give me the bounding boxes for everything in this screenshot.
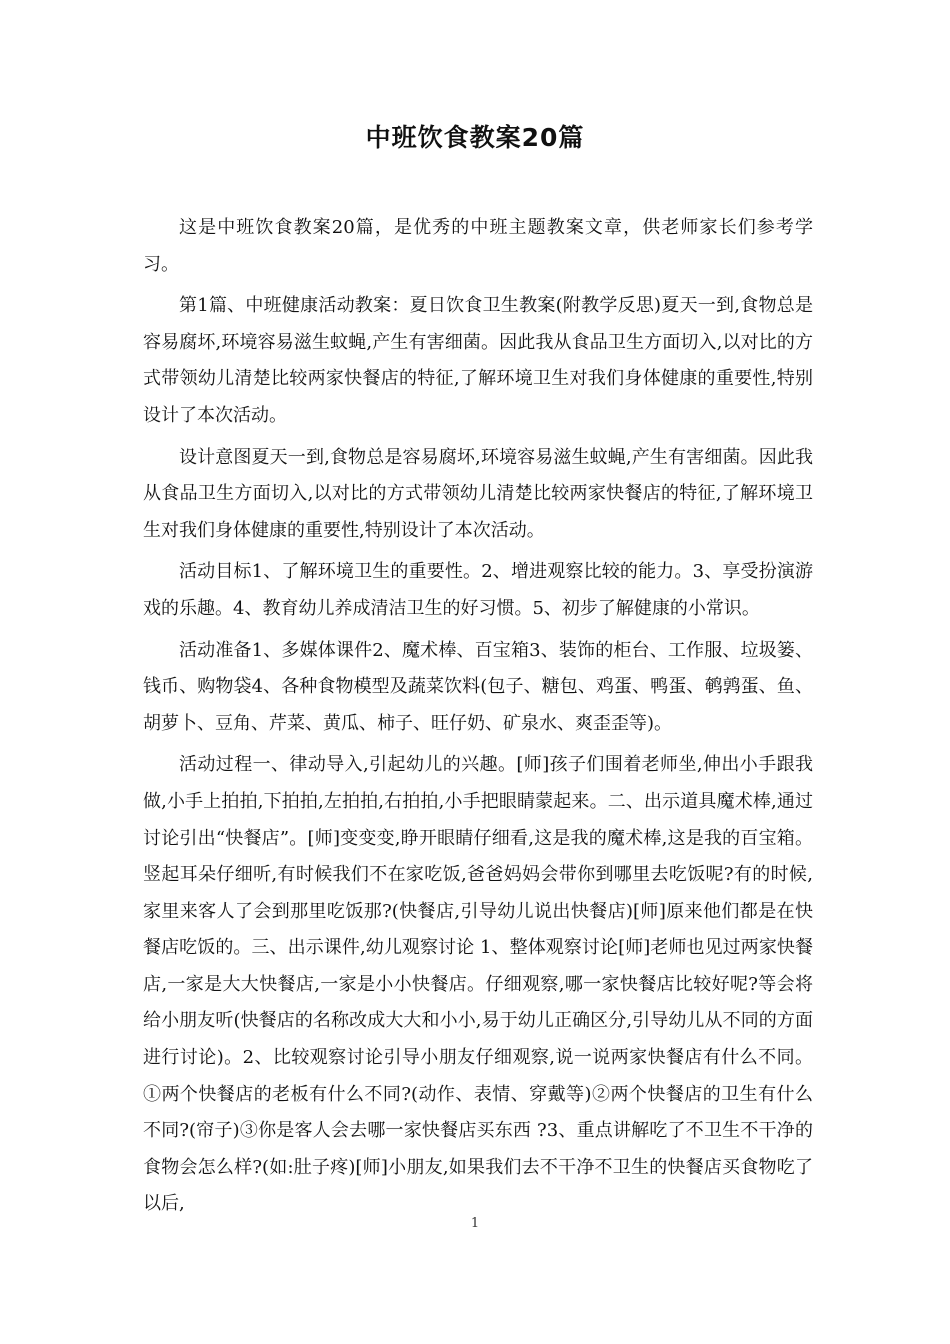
paragraph-article-1: 第1篇、中班健康活动教案：夏日饮食卫生教案(附教学反思)夏天一到,食物总是容易腐坏,环境容易滋生蚊蝇,产生有害细菌。因此我从食品卫生方面切入,以对比的方式带领幼儿清楚比较两家快餐店的特征,了解环境卫生对我们身体健康的重要性,特别设计了本次活动。 — [143, 295, 813, 426]
document-title: 中班饮食教案20篇 — [365, 123, 585, 152]
paragraph-activity-process: 活动过程一、律动导入,引起幼儿的兴趣。[师]孩子们围着老师坐,伸出小手跟我做,小手上拍拍,下拍拍,左拍拍,右拍拍,小手把眼睛蒙起来。二、出示道具魔术棒,通过讨论引出“快餐店”。[师]变变变,睁开眼睛仔细看,这是我的魔术棒,这是我的百宝箱。竖起耳朵仔细听,有时候我们不在家吃饭,爸爸妈妈会带你到哪里去吃饭呢?有的时候,家里来客人了会到那里吃饭那?(快餐店,引导幼儿说出快餐店)[师]原来他们都是在快餐店吃饭的。三、出示课件,幼儿观察讨论 1、整体观察讨论[师]老师也见过两家快餐店,一家是大大快餐店,一家是小小快餐店。仔细观察,哪一家快餐店比较好呢?等会将给小朋友听(快餐店的名称改成大大和小小,易于幼儿正确区分,引导幼儿从不同的方面进行讨论)。2、比较观察讨论引导小朋友仔细观察,说一说两家快餐店有什么不同。①两个快餐店的老板有什么不同?(动作、表情、穿戴等)②两个快餐店的卫生有什么不同?(帘子)③你是客人会去哪一家快餐店买东西 ?3、重点讲解吃了不卫生不干净的食物会怎么样?(如:肚子疼)[师]小朋友,如果我们去不干净不卫生的快餐店买食物吃了以后, — [143, 754, 813, 1215]
paragraph-activity-preparation: 活动准备1、多媒体课件2、魔术棒、百宝箱3、装饰的柜台、工作服、垃圾篓、钱币、购物袋4、各种食物模型及蔬菜饮料(包子、糖包、鸡蛋、鸭蛋、鹌鹑蛋、鱼、胡萝卜、豆角、芹菜、黄瓜、柿子、旺仔奶、矿泉水、爽歪歪等)。 — [143, 639, 813, 734]
paragraph-design-intent: 设计意图夏天一到,食物总是容易腐坏,环境容易滋生蚊蝇,产生有害细菌。因此我从食品卫生方面切入,以对比的方式带领幼儿清楚比较两家快餐店的特征,了解环境卫生对我们身体健康的重要性,特别设计了本次活动。 — [143, 446, 813, 541]
paragraph-intro: 这是中班饮食教案20篇，是优秀的中班主题教案文章，供老师家长们参考学习。 — [143, 217, 813, 275]
page-number: 1 — [470, 1216, 480, 1231]
document-body — [143, 210, 813, 1228]
paragraph-activity-goals: 活动目标1、了解环境卫生的重要性。2、增进观察比较的能力。3、享受扮演游戏的乐趣。4、教育幼儿养成清洁卫生的好习惯。5、初步了解健康的小常识。 — [143, 561, 813, 619]
